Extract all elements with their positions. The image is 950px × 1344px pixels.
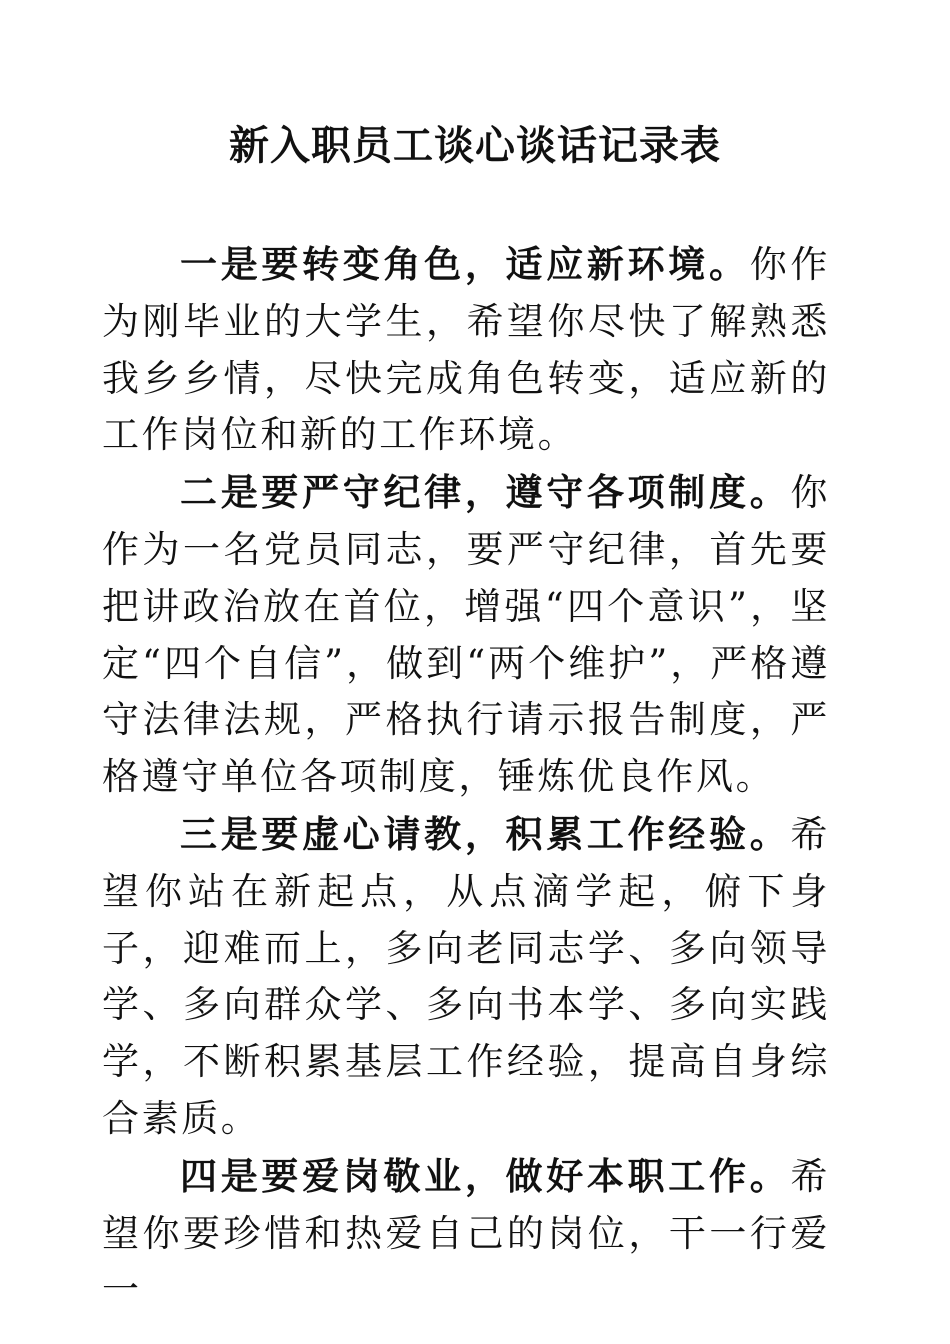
paragraph-text: 希望你站在新起点，从点滴学起，俯下身子，迎难而上，多向老同志学、多向领导学、多向群众学、多向书本学、多向实践学，不断积累基层工作经验，提高自身综合素质。	[102, 812, 830, 1140]
paragraph-1	[102, 236, 830, 464]
paragraph-2	[102, 464, 830, 806]
paragraph-lead: 二是要严守纪律，遵守各项制度。	[180, 470, 791, 515]
paragraph-text: 你作为一名党员同志，要严守纪律，首先要把讲政治放在首位，增强“四个意识”，坚定“四个自信”，做到“两个维护”，严格遵守法律法规，严格执行请示报告制度，严格遵守单位各项制度，锤炼优良作风。	[102, 471, 830, 799]
paragraph-3	[102, 806, 830, 1148]
paragraph-lead: 一是要转变角色，适应新环境。	[180, 242, 750, 286]
document-body	[102, 236, 830, 1319]
document-title: 新入职员工谈心谈话记录表	[229, 122, 721, 169]
paragraph-text: 希望你要珍惜和热爱自己的岗位，干一行爱一	[102, 1154, 830, 1312]
paragraph-4	[102, 1148, 830, 1319]
paragraph-lead: 三是要虚心请教，积累工作经验。	[180, 811, 791, 856]
paragraph-lead: 四是要爱岗敬业，做好本职工作。	[180, 1153, 791, 1198]
paragraph-text: 你作为刚毕业的大学生，希望你尽快了解熟悉我乡乡情，尽快完成角色转变，适应新的工作岗位和新的工作环境。	[102, 243, 830, 457]
